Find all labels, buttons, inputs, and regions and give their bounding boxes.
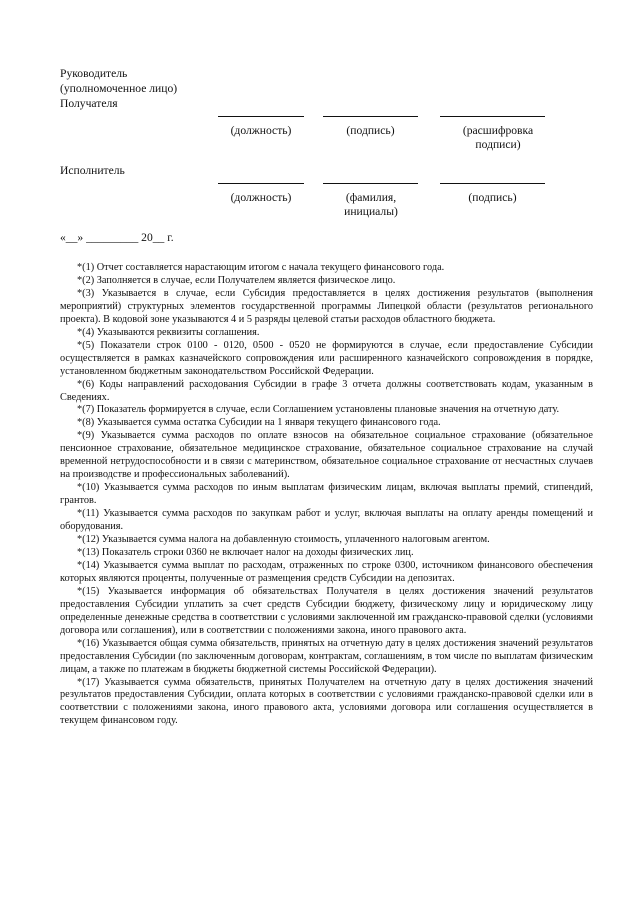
footnote-1: *(1) Отчет составляется нарастающим итогом с начала текущего финансового года. <box>77 262 445 273</box>
executor-name-caption: (фамилия, инициалы) <box>344 191 398 218</box>
recipient-signature-caption: (подпись) <box>346 124 395 137</box>
footnote-13: *(13) Показатель строки 0360 не включает налог на доходы физических лиц. <box>77 546 414 558</box>
footnote-15: *(15) Указывается информация об обязательствах Получателя в целях достижения значений результатов предоставления Субсидии уплатить за счет средств Субсидии бюджету, физическому лицу и юридическому лицу определенные денежные средства в соответствии с условиями заключенной им гражданско-правовой сделки (условиями договора или соглашения), или в соответствии с положениями закона, иного правового акта. <box>60 585 593 636</box>
footnote-7: *(7) Показатель формируется в случае, если Соглашением установлены плановые значения на отчетную дату. <box>77 404 560 416</box>
date-line: «__» _________ 20__ г. <box>60 231 174 244</box>
footnote-14: *(14) Указывается сумма выплат по расходам, отраженных по строке 0300, источником финансового обеспечения которых являются проценты, полученные от размещения средств Субсидии на депозитах. <box>60 559 593 584</box>
footnote-8: *(8) Указывается сумма остатка Субсидии на 1 января текущего финансового года. <box>77 417 441 429</box>
footnote-17: *(17) Указывается сумма обязательств, принятых Получателем на отчетную дату в целях достижения значений результатов предоставления Субсидии, оплата которых в соответствии с условиями гражданско-правовой сделки или в соответствии с положениями закона, иного правового акта, условиями договора или соглашения осуществляется в текущем финансовом году. <box>60 676 593 727</box>
footnote-5: *(5) Показатели строк 0100 - 0120, 0500 - 0520 не формируются в случае, если предоставление Субсидии осуществляется в рамках казначейского сопровождения или расширенного казначейского сопровождения в порядке, установленном бюджетным законодательством Российской Федерации. <box>60 339 593 377</box>
executor-label: Исполнитель <box>60 164 125 177</box>
footnote-16: *(16) Указывается общая сумма обязательств, принятых на отчетную дату в целях достижения значений результатов предоставления Субсидии (по заключенным договорам, контрактам, соглашениям, в том числе по выплатам физическим лицам, а также по платежам в бюджеты бюджетной системы Российской Федерации). <box>60 637 593 675</box>
recipient-signature-line <box>323 116 418 117</box>
recipient-head-label: Руководитель <box>60 67 128 80</box>
footnotes <box>60 262 593 728</box>
recipient-position-caption: (должность) <box>230 124 292 137</box>
footnote-10: *(10) Указывается сумма расходов по иным выплатам физическим лицам, включая выплаты премий, стипендий, грантов. <box>60 482 593 507</box>
footnote-4: *(4) Указываются реквизиты соглашения. <box>77 326 260 338</box>
footnote-6: *(6) Коды направлений расходования Субсидии в графе 3 отчета должны соответствовать кодам, указанным в Сведениях. <box>60 378 593 403</box>
footnote-9: *(9) Указывается сумма расходов по оплате взносов на обязательное социальное страхование (обязательное пенсионное страхование, обязательное медицинское страхование, обязательное социальное страхование на случай временной нетрудоспособности и в связи с материнством, обязательное социальное страхование от несчастных случаев на производстве и профессиональных заболеваний). <box>60 430 593 481</box>
footnote-11: *(11) Указывается сумма расходов по закупкам работ и услуг, включая выплаты на оплату аренды помещений и оборудования. <box>60 508 593 533</box>
executor-signature-caption: (подпись) <box>468 191 517 204</box>
recipient-head-authorized-label: (уполномоченное лицо) <box>60 82 178 95</box>
executor-position-line <box>218 183 304 184</box>
recipient-label: Получателя <box>60 97 118 110</box>
recipient-decoding-line <box>440 116 545 117</box>
footnote-2: *(2) Заполняется в случае, если Получателем является физическое лицо. <box>77 274 396 286</box>
footnote-3: *(3) Указывается в случае, если Субсидия предоставляется в целях достижения результатов (выполнения мероприятий) структурных элементов государственной программы Липецкой области (результатов регионального проекта). В кодовой зоне указываются 4 и 5 разряды целевой статьи расходов областного бюджета. <box>60 287 593 325</box>
executor-position-caption: (должность) <box>230 191 292 204</box>
executor-signature-line <box>440 183 545 184</box>
executor-name-line <box>323 183 418 184</box>
recipient-position-line <box>218 116 304 117</box>
recipient-decoding-caption: (расшифровка подписи) <box>462 124 534 151</box>
footnote-12: *(12) Указывается сумма налога на добавленную стоимость, уплаченного налоговым агентом. <box>77 534 490 546</box>
